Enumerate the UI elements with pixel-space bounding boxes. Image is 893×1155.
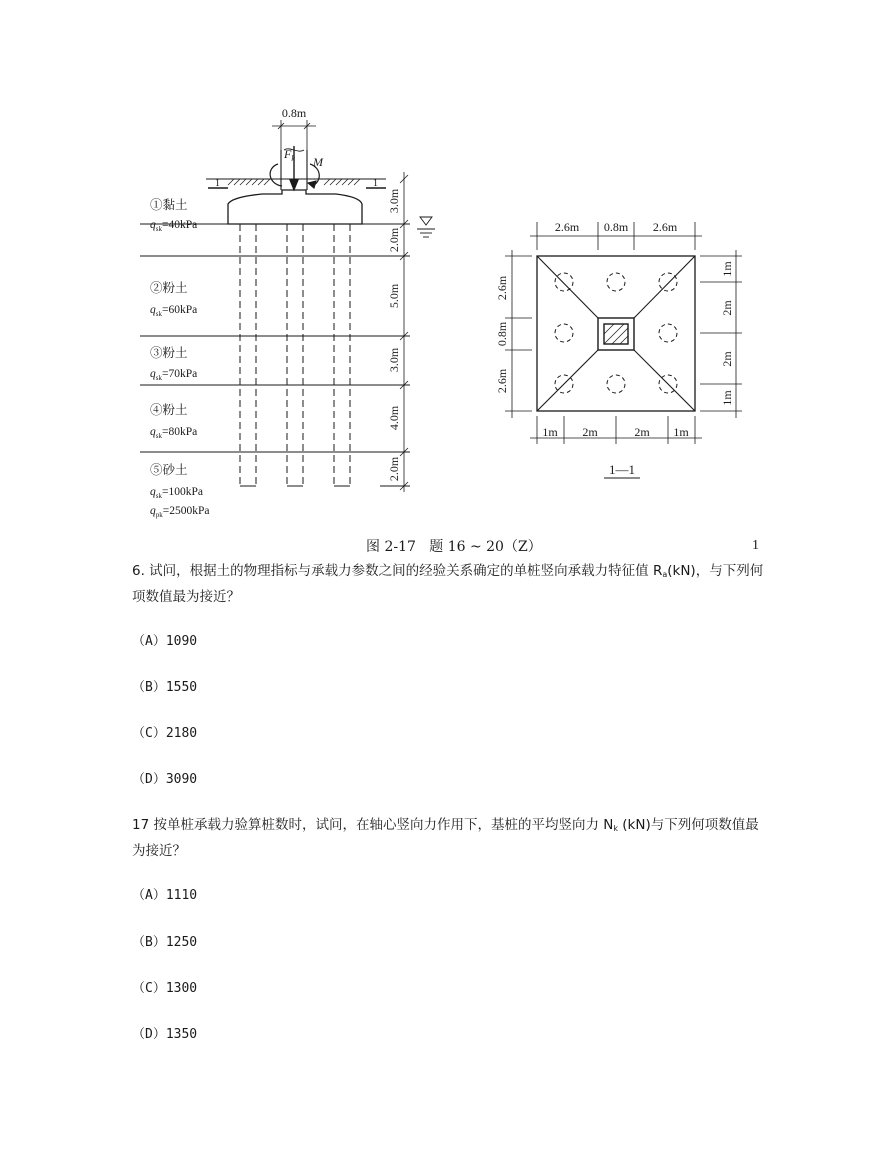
option-c[interactable]: （C）1300: [132, 981, 198, 996]
option-d[interactable]: （D）1350: [132, 1027, 198, 1042]
soil-qpk: $q_{pk}=2500kPa$: [150, 505, 210, 519]
soil-layer-q: $q_{sk}=40kPa$: [150, 219, 198, 233]
question-17: 17 按单桩承载力验算桩数时，试问，在轴心竖向力作用下，基桩的平均竖向力 $N_k$ (kN)与下列何项数值最为接近？: [132, 817, 759, 859]
moment-label: M: [313, 155, 323, 169]
question-16: 6. 试问，根据土的物理指标与承载力参数之间的经验关系确定的单桩竖向承载力特征值 $R_a(kN)$，与下列何项数值最为接近？: [132, 563, 764, 605]
plan-right-dim: 1m: [720, 390, 734, 406]
depth-label: 2.0m: [387, 227, 401, 253]
depth-label: 3.0m: [387, 188, 401, 214]
plan-right-dim: 2m: [720, 351, 734, 367]
soil-layer-q: $q_{sk}=80kPa$: [150, 426, 198, 440]
foundation-figure: [0, 0, 893, 560]
option-a[interactable]: （A）1090: [132, 634, 198, 649]
plan-top-dim: 2.6m: [652, 220, 678, 234]
soil-layer-q: $q_{sk}=60kPa$: [150, 304, 198, 318]
load-f-label: $F_k$: [284, 147, 295, 163]
plan-right-dim: 1m: [720, 261, 734, 277]
plan-right-dim: 2m: [720, 300, 734, 316]
soil-layer-name: ④粉土: [150, 403, 188, 417]
plan-top-dim: 2.6m: [554, 220, 580, 234]
depth-label: 3.0m: [387, 347, 401, 373]
soil-layer-q: $q_{sk}=70kPa$: [150, 368, 198, 382]
section-mark-right: 1: [373, 178, 378, 189]
option-a[interactable]: （A）1110: [132, 888, 198, 903]
option-c[interactable]: （C）2180: [132, 726, 198, 741]
plan-section-label: 1—1: [609, 462, 635, 477]
soil-layer-name: ①黏土: [150, 198, 188, 212]
soil-layer-name: ②粉土: [150, 281, 188, 295]
depth-label: 2.0m: [387, 456, 401, 482]
depth-label: 5.0m: [387, 283, 401, 309]
option-b[interactable]: （B）1550: [132, 680, 198, 695]
plan-top-dim: 0.8m: [603, 220, 629, 234]
plan-left-dim: 0.8m: [495, 321, 509, 347]
soil-layer-name: ⑤砂土: [150, 463, 188, 477]
page-number: 1: [752, 538, 759, 553]
plan-bottom-dim: 1m: [673, 425, 689, 439]
soil-layer-name: ③粉土: [150, 346, 188, 360]
column-width-dim: 0.8m: [281, 106, 307, 120]
plan-left-dim: 2.6m: [495, 368, 509, 394]
plan-bottom-dim: 1m: [542, 425, 558, 439]
plan-bottom-dim: 2m: [634, 425, 650, 439]
soil-layer-q: $q_{sk}=100kPa$: [150, 486, 203, 500]
option-d[interactable]: （D）3090: [132, 772, 198, 787]
plan-left-dim: 2.6m: [495, 275, 509, 301]
section-mark-left: 1: [215, 178, 220, 189]
depth-label: 4.0m: [387, 405, 401, 431]
figure-caption: 图 2-17 题 16 ~ 20（Z）: [366, 539, 542, 555]
option-b[interactable]: （B）1250: [132, 935, 198, 950]
plan-bottom-dim: 2m: [582, 425, 598, 439]
